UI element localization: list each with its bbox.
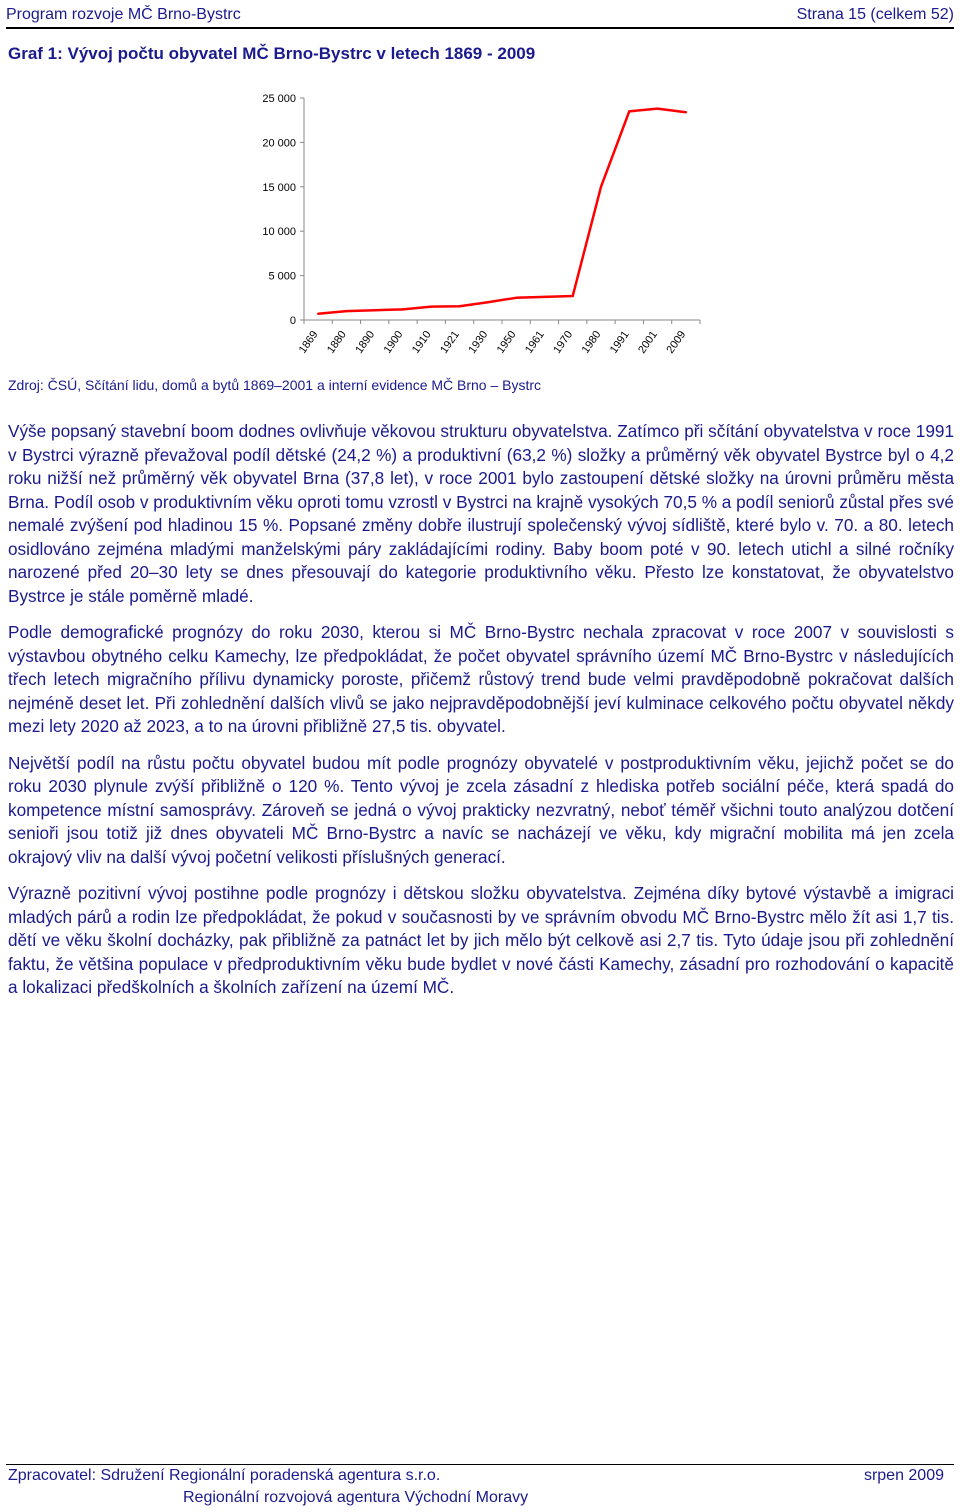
paragraph: Podle demografické prognózy do roku 2030, kterou si MČ Brno-Bystrc nechala zpracovat v roce 2007 v souvislosti s výstavbou obytného celku Kamechy, lze předpokládat, že počet obyvatel správního území MČ Brno-Bystrc v následujících třech letech migračního přílivu dynamicky poroste, přičemž růstový trend bude velmi pravděpodobně pokračovat dalších nejméně deset let. Při zohlednění dalších vlivů se jako nejpravděpodobnější jeví kulminace celkového počtu obyvatel někdy mezi lety 2020 až 2023, a to na úrovni přibližně 27,5 tis. obyvatel. [8, 622, 954, 736]
data-point [458, 305, 460, 307]
data-point [402, 308, 404, 310]
data-point [656, 107, 658, 109]
data-point [572, 295, 574, 297]
footer-author: Zpracovatel: Sdružení Regionální poradenská agentura s.r.o. [8, 1467, 441, 1484]
y-tick-label: 15 000 [262, 181, 296, 194]
x-tick-label: 1950 [494, 328, 519, 356]
y-tick-label: 0 [289, 315, 296, 327]
x-tick-label: 2009 [664, 328, 689, 356]
page-header [6, 4, 954, 26]
body-text [8, 420, 954, 1013]
population-chart [0, 80, 720, 372]
footer-agency: Regionální rozvojová agentura Východní Moravy [183, 1489, 529, 1506]
x-tick-label: 1991 [607, 328, 632, 356]
data-point [515, 297, 517, 299]
series-line [318, 109, 686, 314]
data-point [430, 305, 432, 307]
data-point [543, 296, 545, 298]
paragraph: Největší podíl na růstu počtu obyvatel budou mít podle prognózy obyvatelé v postproduktivním věku, jejichž počet se do roku 2030 plynule zvýší přibližně o 120 %. Tento vývoj je zcela zásadní z hlediska potřeb sociální péče, která spadá do kompetence místní samosprávy. Zároveň se jedná o vývoj prakticky nezvratný, neboť téměř všichni touto analýzou dotčení senioři jsou totiž již dnes obyvateli MČ Brno-Bystrc a navíc se nacházejí ve věku, kdy migrační mobilita má jen zcela okrajový vliv na další vývoj početní velikosti příslušných generací. [8, 752, 954, 867]
data-point [628, 110, 630, 112]
x-tick-label: 1970 [551, 328, 576, 356]
x-tick-label: 1869 [296, 328, 321, 356]
footer [8, 1467, 944, 1485]
x-tick-label: 1910 [409, 328, 434, 356]
x-tick-label: 1961 [523, 328, 547, 356]
chart-title: Graf 1: Vývoj počtu obyvatel MČ Brno-Bystrc v letech 1869 - 2009 [8, 44, 536, 63]
data-point [317, 313, 319, 315]
y-tick-label: 10 000 [262, 226, 296, 239]
data-point [685, 111, 687, 113]
paragraph: Výrazně pozitivní vývoj postihne podle prognózy i dětskou složku obyvatelstva. Zejména díky bytové výstavbě a imigraci mladých párů a rodin lze předpokládat, že pokud v současnosti by ve správním obvodu MČ Brno-Bystrc mělo žít asi 1,7 tis. dětí ve věku školní docházky, pak přibližně za patnáct let by jich mělo být celkově asi 2,7 tis. Tyto údaje jsou při zohlednění faktu, že většina populace v předproduktivním věku bude bydlet v nové části Kamechy, zásadní pro rozhodování o kapacitě a lokalizaci předškolních a školních zařízení na území MČ. [8, 883, 954, 997]
data-point [374, 309, 376, 311]
chart-source: Zdroj: ČSÚ, Sčítání lidu, domů a bytů 1869–2001 a interní evidence MČ Brno – Bystrc [8, 377, 542, 393]
page-number: Strana 15 (celkem 52) [796, 6, 954, 23]
x-tick-label: 2001 [636, 328, 661, 356]
data-point [600, 186, 602, 188]
x-tick-label: 1880 [325, 328, 349, 356]
footer-date: srpen 2009 [863, 1467, 944, 1484]
document-title: Program rozvoje MČ Brno-Bystrc [6, 6, 241, 23]
footer-divider [6, 1464, 954, 1465]
x-tick-label: 1980 [579, 328, 604, 356]
data-point [345, 310, 347, 312]
x-tick-label: 1930 [466, 328, 491, 356]
x-tick-label: 1890 [353, 328, 378, 356]
x-tick-label: 1900 [381, 328, 406, 356]
header-divider [6, 27, 954, 29]
x-tick-label: 1921 [438, 328, 463, 356]
y-tick-label: 25 000 [262, 93, 296, 105]
data-point [487, 301, 489, 303]
y-tick-label: 20 000 [262, 137, 296, 150]
y-tick-label: 5 000 [268, 270, 296, 283]
paragraph: Výše popsaný stavební boom dodnes ovlivňuje věkovou strukturu obyvatelstva. Zatímco při sčítání obyvatelstva v roce 1991 v Bystrci výrazně převažoval podíl dětské (24,2 %) a produktivní (63,2 %) složky a průměrný věk obyvatel Bystrce byl o 4,2 roku nižší než průměrný věk obyvatel Brna (37,8 let), v roce 2001 bylo zastoupení dětské složky na úrovni průměru města Brna. Podíl osob v produktivním věku oproti tomu vzrostl v Bystrci na krajně vysokých 70,5 % a podíl seniorů zůstal přes své nemalé zvýšení pod hladinou 15 %. Popsané změny dobře ilustrují společenský vývoj sídliště, které bylo v. 70. a 80. letech osidlováno zejména mladými manželskými páry zakládajícími rodiny. Baby boom poté v 90. letech utichl a silné ročníky narozené před 20–30 lety se dnes přesouvají do kategorie produktivního věku. Přesto lze konstatovat, že obyvatelstvo Bystrce je stále poměrně mladé. [8, 421, 954, 606]
